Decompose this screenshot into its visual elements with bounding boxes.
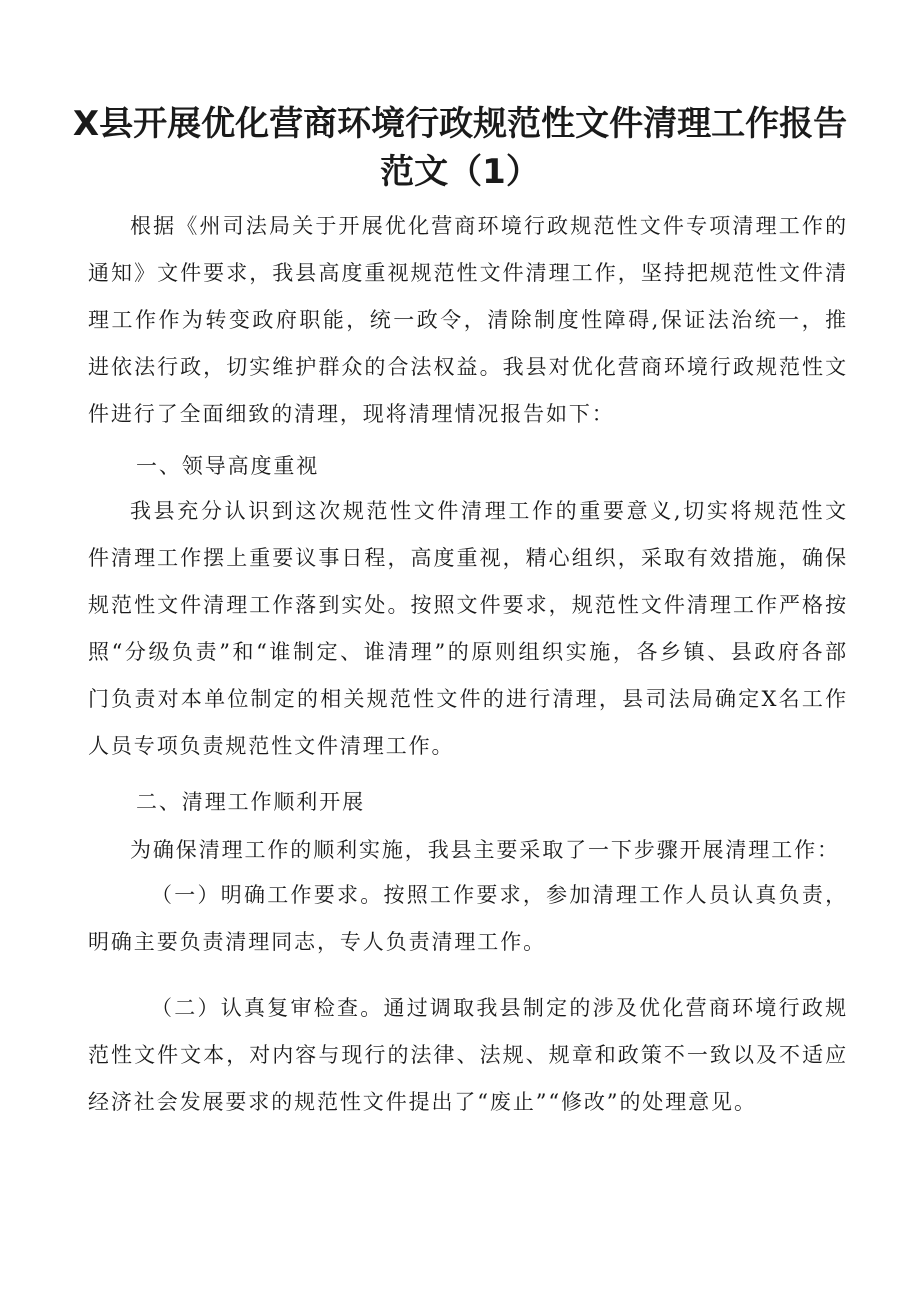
document-title-line-1: X县开展优化营商环境行政规范性文件清理工作报告 xyxy=(72,104,848,144)
section-1-heading: 一、领导高度重视 xyxy=(136,454,320,478)
section-2-intro-paragraph: 为确保清理工作的顺利实施，我县主要采取了一下步骤开展清理工作： xyxy=(130,838,840,862)
intro-paragraph: 根据《州司法局关于开展优化营商环境行政规范性文件专项清理工作的通知》文件要求，我县高度重视规范性文件清理工作，坚持把规范性文件清理工作作为转变政府职能，统一政令，清除制度性障碍,保证法治统一，推进依法行政，切实维护群众的合法权益。我县对优化营商环境行政规范性文件进行了全面细致的清理，现将清理情况报告如下： xyxy=(88,214,848,426)
document-title-line-2: 范文（1） xyxy=(380,152,540,192)
step-1-paragraph: （一）明确工作要求。按照工作要求，参加清理工作人员认真负责，明确主要负责清理同志，专人负责清理工作。 xyxy=(88,883,848,954)
section-2-heading: 二、清理工作顺利开展 xyxy=(136,790,365,814)
step-2-paragraph: （二）认真复审检查。通过调取我县制定的涉及优化营商环境行政规范性文件文本，对内容与现行的法律、法规、规章和政策不一致以及不适应经济社会发展要求的规范性文件提出了“废止”“修改”的处理意见。 xyxy=(88,996,848,1114)
section-1-paragraph: 我县充分认识到这次规范性文件清理工作的重要意义,切实将规范性文件清理工作摆上重要议事日程，高度重视，精心组织，采取有效措施，确保规范性文件清理工作落到实处。按照文件要求，规范性文件清理工作严格按照“分级负责”和“谁制定、谁清理”的原则组织实施，各乡镇、县政府各部门负责对本单位制定的相关规范性文件的进行清理，县司法局确定X名工作人员专项负责规范性文件清理工作。 xyxy=(88,499,848,758)
